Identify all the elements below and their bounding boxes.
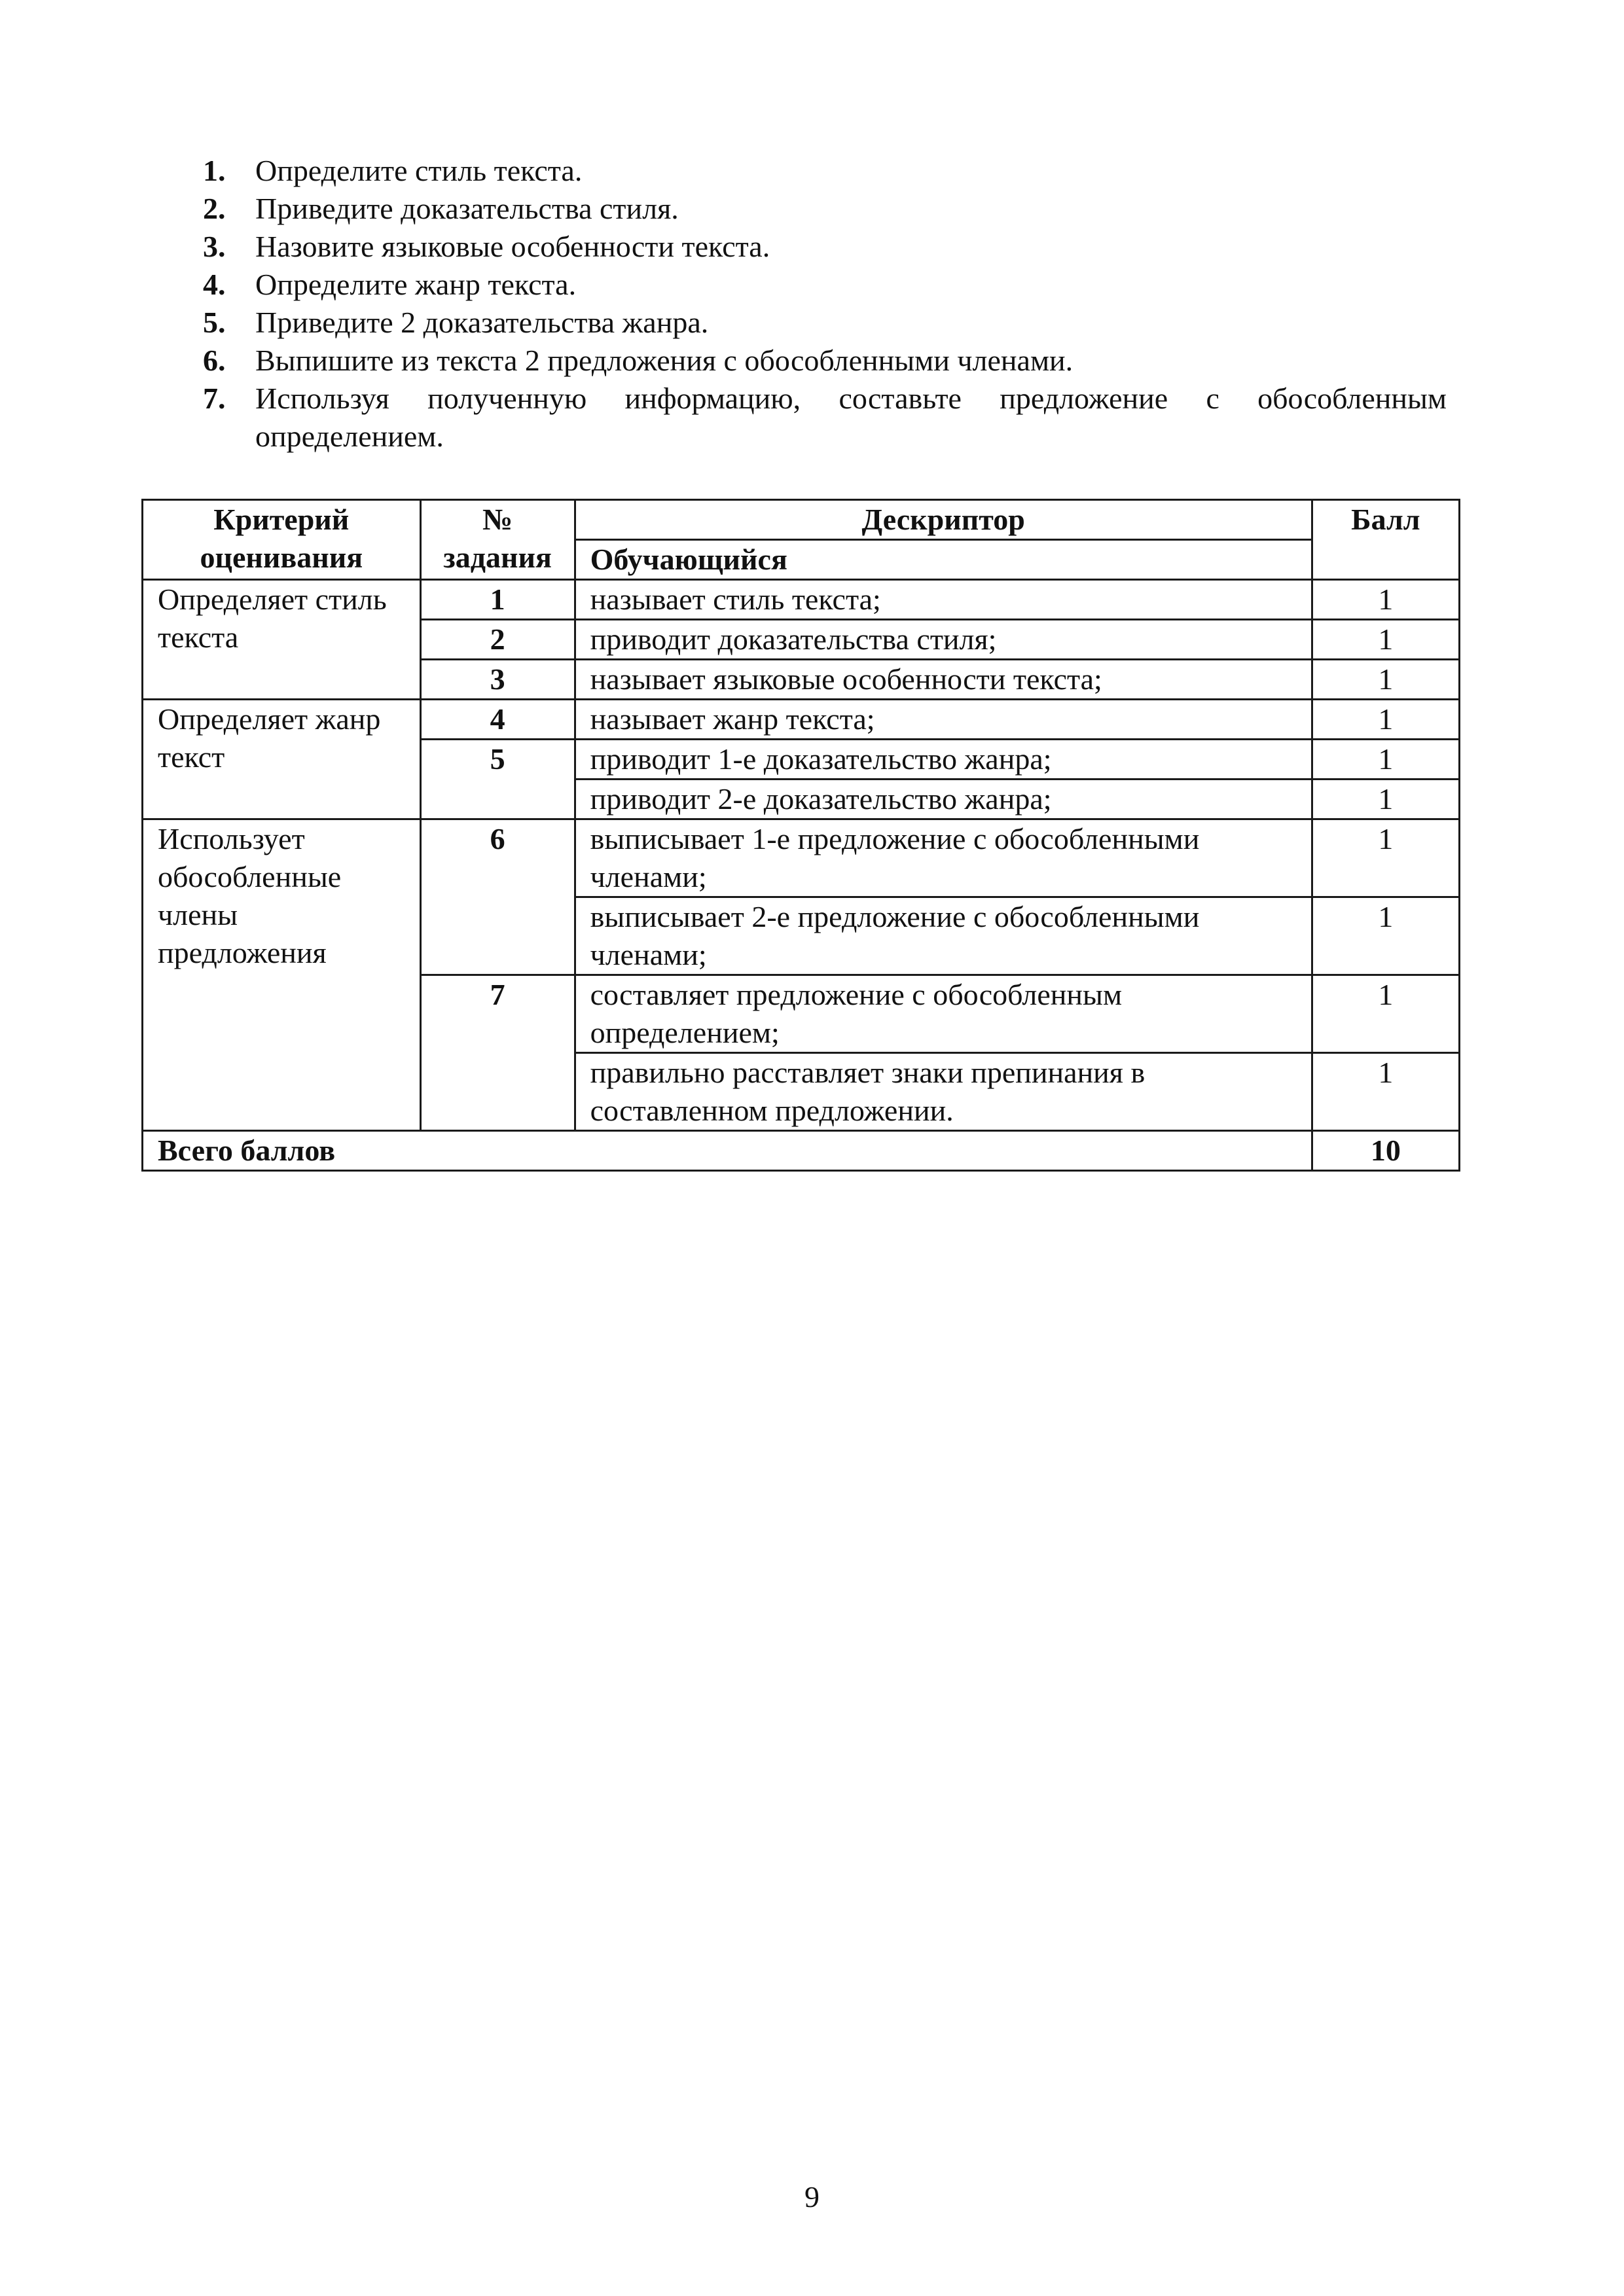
descriptor-cell: выписывает 1-е предложение с обособленными членами; (575, 819, 1312, 897)
task-text: Приведите доказательства стиля. (255, 192, 679, 225)
descriptor-cell: приводит доказательства стиля; (575, 620, 1312, 660)
task-item (203, 342, 1447, 380)
header-score: Балл (1312, 500, 1459, 580)
task-list (203, 152, 1447, 456)
task-number: 6. (203, 344, 226, 377)
descriptor-cell: составляет предложение с обособленным определением; (575, 975, 1312, 1053)
task-number: 4. (203, 268, 226, 301)
task-number-cell: 5 (420, 740, 575, 819)
header-task-number: № задания (420, 500, 575, 580)
task-number: 5. (203, 306, 226, 339)
task-item (203, 304, 1447, 342)
total-label: Всего баллов (143, 1131, 1312, 1171)
task-number-cell: 3 (420, 660, 575, 700)
task-text: Определите жанр текста. (255, 268, 577, 301)
task-number-cell: 2 (420, 620, 575, 660)
task-text: Выпишите из текста 2 предложения с обособленными членами. (255, 344, 1074, 377)
table-row (143, 700, 1460, 740)
task-text: Используя полученную информацию, составьте предложение с обособленным определением. (255, 382, 1447, 453)
descriptor-cell: приводит 1-е доказательство жанра; (575, 740, 1312, 780)
score-cell: 1 (1312, 620, 1459, 660)
score-cell: 1 (1312, 975, 1459, 1053)
score-cell: 1 (1312, 660, 1459, 700)
descriptor-cell: называет языковые особенности текста; (575, 660, 1312, 700)
score-cell: 1 (1312, 780, 1459, 819)
descriptor-cell: приводит 2-е доказательство жанра; (575, 780, 1312, 819)
assessment-table (141, 499, 1460, 1172)
total-score: 10 (1312, 1131, 1459, 1171)
descriptor-cell: называет жанр текста; (575, 700, 1312, 740)
task-number-cell: 6 (420, 819, 575, 975)
table-row (143, 819, 1460, 897)
task-number-cell: 7 (420, 975, 575, 1131)
table-header-row (143, 500, 1460, 540)
table-row (143, 580, 1460, 620)
score-cell: 1 (1312, 897, 1459, 975)
header-criterion: Критерий оценивания (143, 500, 421, 580)
header-learner: Обучающийся (575, 540, 1312, 580)
task-number: 7. (203, 382, 226, 415)
header-descriptor: Дескриптор (575, 500, 1312, 540)
task-item (203, 228, 1447, 266)
descriptor-cell: выписывает 2-е предложение с обособленными членами; (575, 897, 1312, 975)
criterion-cell: Определяет жанр текст (143, 700, 421, 819)
task-item (203, 266, 1447, 304)
score-cell: 1 (1312, 580, 1459, 620)
task-number-cell: 1 (420, 580, 575, 620)
score-cell: 1 (1312, 700, 1459, 740)
score-cell: 1 (1312, 819, 1459, 897)
task-item (203, 190, 1447, 228)
task-text: Приведите 2 доказательства жанра. (255, 306, 709, 339)
task-number: 1. (203, 154, 226, 187)
score-cell: 1 (1312, 740, 1459, 780)
task-number-cell: 4 (420, 700, 575, 740)
task-text: Определите стиль текста. (255, 154, 583, 187)
task-item (203, 380, 1447, 456)
descriptor-cell: называет стиль текста; (575, 580, 1312, 620)
score-cell: 1 (1312, 1053, 1459, 1131)
criterion-cell: Использует обособленные члены предложения (143, 819, 421, 1131)
page-number: 9 (804, 2180, 820, 2214)
task-text: Назовите языковые особенности текста. (255, 230, 770, 263)
descriptor-cell: правильно расставляет знаки препинания в составленном предложении. (575, 1053, 1312, 1131)
task-item (203, 152, 1447, 190)
task-number: 2. (203, 192, 226, 225)
task-number: 3. (203, 230, 226, 263)
criterion-cell: Определяет стиль текста (143, 580, 421, 700)
total-row (143, 1131, 1460, 1171)
